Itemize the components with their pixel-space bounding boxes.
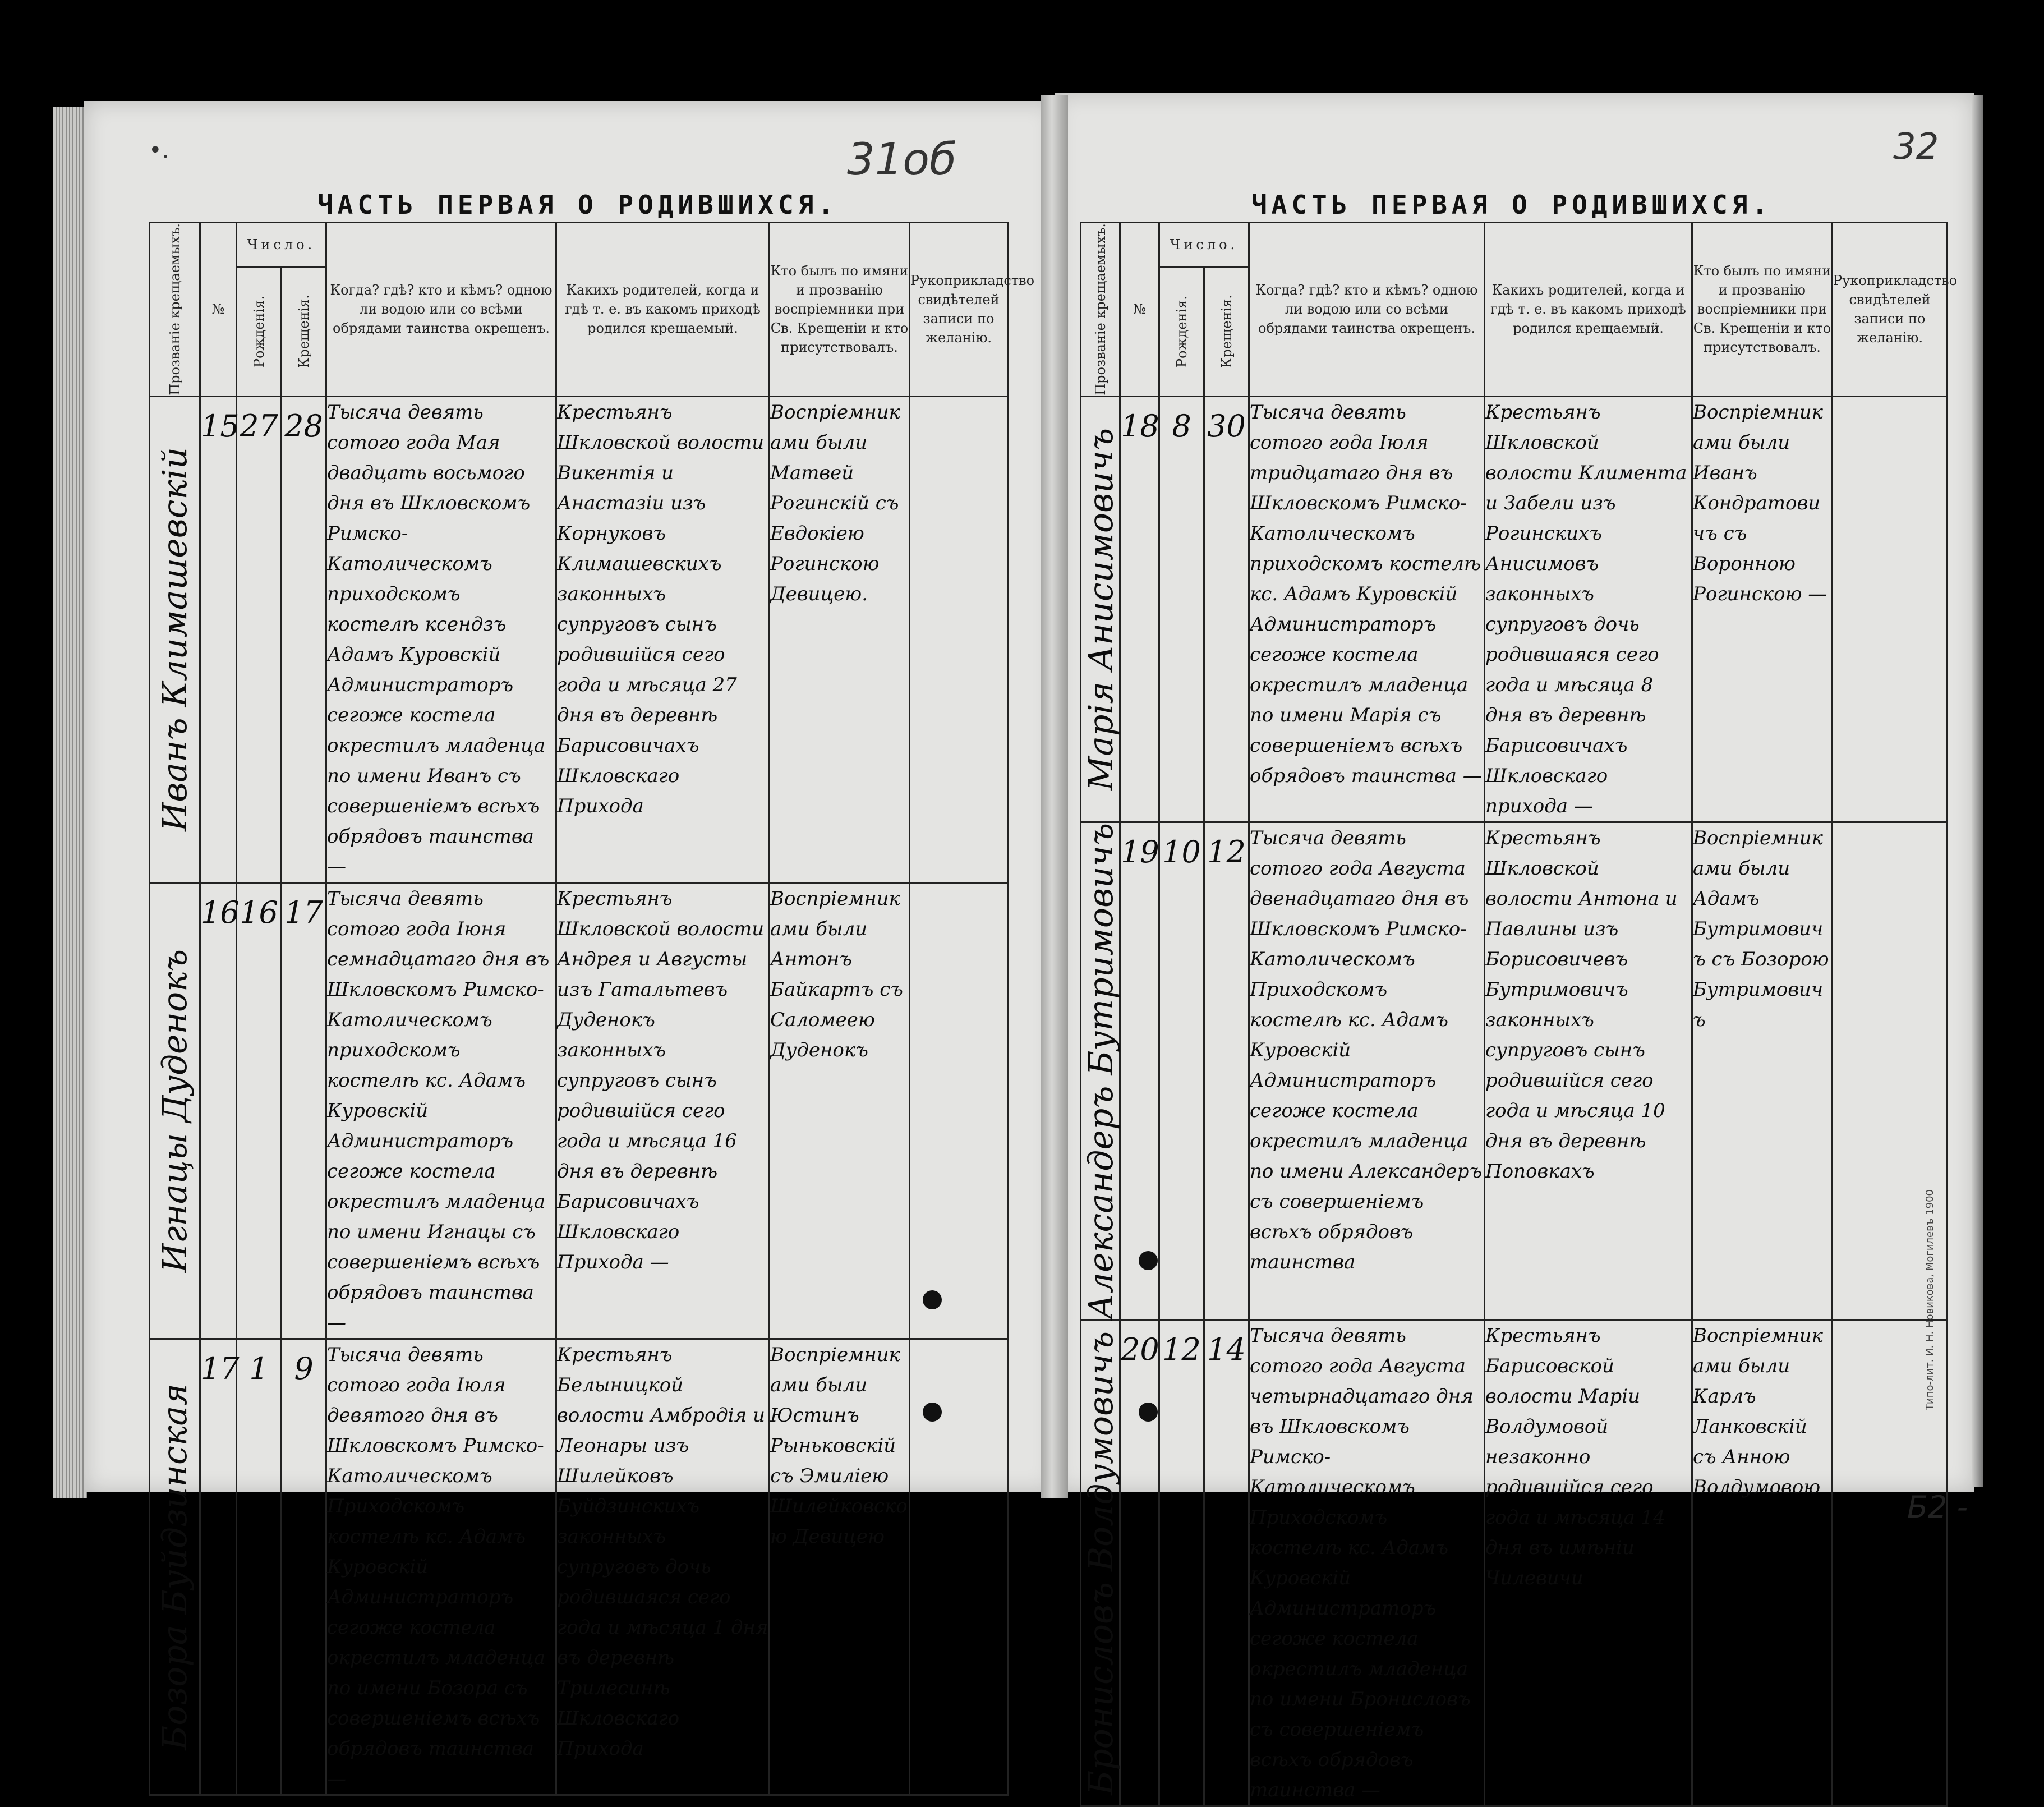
left-page-title: ЧАСТЬ ПЕРВАЯ О РОДИВШИХСЯ. bbox=[317, 190, 839, 220]
header-date: Число. bbox=[237, 223, 326, 267]
baptism-record: Тысяча девять сотого года Августа двенадцатаго дня въ Шкловскомъ Римско-Католическомъ Приходскомъ костелѣ кс. Адамъ Куровскій Администраторъ сегоже костела окрестилъ младенца по имени Александеръ съ совершеніемъ всѣхъ обрядовъ таинства bbox=[1249, 822, 1485, 1319]
child-name-cell: Александеръ Бутримовичъ bbox=[1081, 822, 1121, 1319]
header-godparents: Кто былъ по имяни и прозванію воспріемники при Св. Крещеніи и кто присутствовалъ. bbox=[770, 223, 910, 397]
page-edges bbox=[53, 107, 87, 1498]
header-name: Прозваніе крещаемыхъ. bbox=[1081, 223, 1120, 397]
table-row bbox=[1081, 822, 1948, 1319]
godparents-record: Воспріемниками были Матвей Рогинскій съ Евдокіею Рогинскою Девицею. bbox=[770, 396, 910, 882]
binding-hole bbox=[923, 1290, 942, 1309]
child-name-cell: Игнацы Дуденокъ bbox=[150, 882, 200, 1339]
baptism-day: 12 bbox=[1204, 822, 1249, 1319]
right-page-edge bbox=[1972, 95, 1983, 1487]
header-baptism: Крещенія. bbox=[282, 267, 326, 396]
child-name-cell: Бозора Буйдзинская bbox=[150, 1339, 200, 1795]
godparents-record: Воспріемниками были Адамъ Бутримовичъ съ Бозорою Бутримовичъ bbox=[1692, 822, 1833, 1319]
binding-hole bbox=[1139, 1403, 1158, 1422]
parents-record: Крестьянъ Шкловской волости Антона и Павлины изъ Борисовичевъ Бутримовичъ законныхъ супруговъ сынъ родившійся сего года и мѣсяца 10 дня въ деревнѣ Поповкахъ bbox=[1485, 822, 1692, 1319]
witness-signatures bbox=[910, 396, 1008, 882]
header-when-where: Когда? гдѣ? кто и кѣмъ? одною ли водою или со всѣми обрядами таинства окрещенъ. bbox=[326, 223, 556, 397]
printer-imprint: Типо-лит. И. Н. Новикова, Могилевъ 1900 bbox=[1924, 1189, 1936, 1410]
header-birth: Рожденія. bbox=[1159, 267, 1204, 396]
table-row bbox=[150, 1339, 1008, 1795]
binding-hole bbox=[1139, 1251, 1158, 1270]
birth-day: 10 bbox=[1159, 822, 1204, 1319]
archive-folio-number: 31об bbox=[847, 135, 957, 185]
table-row bbox=[150, 396, 1008, 882]
header-name: Прозваніе крещаемыхъ. bbox=[150, 223, 200, 397]
baptism-record: Тысяча девять сотого года Іюля девятого дня въ Шкловскомъ Римско-Католическомъ Приходскомъ костелѣ кс. Адамъ Куровскій Администраторъ сегоже костела окрестилъ младенца по имени Бозора съ совершеніемъ всѣхъ обрядовъ таинства — bbox=[326, 1339, 556, 1795]
header-date: Число. bbox=[1159, 223, 1249, 267]
baptism-record: Тысяча девять сотого года Августа четырнадцатаго дня въ Шкловскомъ Римско-Католическомъ Приходскомъ костелѣ кс. Адамъ Куровскій Администраторъ сегоже костела окрестилъ младенца по имени Бронисловъ съ совершеніемъ всѣхъ обрядовъ таинства — bbox=[1249, 1320, 1485, 1806]
binding-hole bbox=[923, 1403, 942, 1422]
header-parents: Какихъ родителей, когда и гдѣ т. е. въ какомъ приходѣ родился крещаемый. bbox=[556, 223, 770, 397]
header-when-where: Когда? гдѣ? кто и кѣмъ? одною ли водою или со всѣми обрядами таинства окрещенъ. bbox=[1249, 223, 1485, 397]
header-signatures: Рукоприкладство свидѣтелей записи по желанію. bbox=[910, 223, 1008, 397]
corner-mark: •. bbox=[149, 137, 169, 163]
entry-number: 16 bbox=[200, 882, 237, 1339]
child-name-cell: Бронисловъ Волдумовичъ bbox=[1081, 1320, 1120, 1806]
godparents-record: Воспріемниками были Иванъ Кондратовичъ съ Воронною Рогинскою — bbox=[1692, 396, 1833, 822]
book-spine bbox=[1041, 95, 1068, 1498]
entry-number: 18 bbox=[1120, 396, 1159, 822]
baptism-day: 28 bbox=[282, 396, 326, 882]
witness-signatures bbox=[1833, 396, 1948, 822]
birth-day: 1 bbox=[237, 1339, 282, 1795]
header-baptism: Крещенія. bbox=[1204, 267, 1249, 396]
folio-mark: Б2 - bbox=[1907, 1489, 1968, 1525]
baptism-record: Тысяча девять сотого года Іюня семнадцатаго дня въ Шкловскомъ Римско-Католическомъ приходскомъ костелѣ кс. Адамъ Куровскій Администраторъ сегоже костела окрестилъ младенца по имени Игнацы съ совершеніемъ всѣхъ обрядовъ таинства — bbox=[326, 882, 556, 1339]
right-register-table bbox=[1080, 222, 1958, 1807]
entry-number: 19 bbox=[1120, 822, 1159, 1319]
right-page-title: ЧАСТЬ ПЕРВАЯ О РОДИВШИХСЯ. bbox=[1251, 190, 1773, 220]
header-birth: Рожденія. bbox=[237, 267, 282, 396]
child-name-cell: Иванъ Климашевскій bbox=[150, 396, 200, 882]
godparents-record: Воспріемниками были Карлъ Ланковскій съ Анною Волдумовою bbox=[1692, 1320, 1833, 1806]
left-register-table bbox=[149, 222, 1035, 1796]
table-row bbox=[1081, 1320, 1948, 1806]
birth-day: 12 bbox=[1159, 1320, 1204, 1806]
header-number: № bbox=[200, 223, 237, 397]
page-number: 32 bbox=[1893, 126, 1939, 168]
header-number: № bbox=[1120, 223, 1159, 397]
baptism-day: 30 bbox=[1204, 396, 1249, 822]
witness-signatures bbox=[910, 882, 1008, 1339]
birth-day: 16 bbox=[237, 882, 282, 1339]
baptism-day: 9 bbox=[282, 1339, 326, 1795]
baptism-record: Тысяча девять сотого года Іюля тридцатаго дня въ Шкловскомъ Римско-Католическомъ приходскомъ костелѣ кс. Адамъ Куровскій Администраторъ сегоже костела окрестилъ младенца по имени Марія съ совершеніемъ всѣхъ обрядовъ таинства — bbox=[1249, 396, 1485, 822]
parents-record: Крестьянъ Шкловской волости Климента и Забели изъ Рогинскихъ Анисимовъ законныхъ супруговъ дочь родившаяся сего года и мѣсяца 8 дня въ деревнѣ Барисовичахъ Шкловскаго прихода — bbox=[1485, 396, 1692, 822]
baptism-day: 17 bbox=[282, 882, 326, 1339]
baptism-record: Тысяча девять сотого года Мая двадцать восьмого дня въ Шкловскомъ Римско-Католическомъ приходскомъ костелѣ ксендзъ Адамъ Куровскій Администраторъ сегоже костела окрестилъ младенца по имени Иванъ съ совершеніемъ всѣхъ обрядовъ таинства — bbox=[326, 396, 556, 882]
godparents-record: Воспріемниками были Антонъ Байкартъ съ Саломеею Дуденокъ bbox=[770, 882, 910, 1339]
godparents-record: Воспріемниками были Юстинъ Рыньковскій съ Эмиліею Шилейковскою Девицею bbox=[770, 1339, 910, 1795]
entry-number: 17 bbox=[200, 1339, 237, 1795]
table-row bbox=[1081, 396, 1948, 822]
entry-number: 20 bbox=[1120, 1320, 1159, 1806]
header-godparents: Кто былъ по имяни и прозванію воспріемники при Св. Крещеніи и кто присутствовалъ. bbox=[1692, 223, 1833, 397]
entry-number: 15 bbox=[200, 396, 237, 882]
parents-record: Крестьянъ Белыницкой волости Амбродія и Леонары изъ Шилейковъ Буйдзинскихъ законныхъ супруговъ дочь родившаяся сего года и мѣсяца 1 дня въ деревнѣ Трилесинѣ Шкловскаго Прихода bbox=[556, 1339, 770, 1795]
birth-day: 27 bbox=[237, 396, 282, 882]
parents-record: Крестьянъ Шкловской волости Викентія и Анастазіи изъ Корнуковъ Климашевскихъ законныхъ супруговъ сынъ родившійся сего года и мѣсяца 27 дня въ деревнѣ Барисовичахъ Шкловскаго Прихода bbox=[556, 396, 770, 882]
parents-record: Крестьянъ Барисовской волости Маріи Волдумовой незаконно родившійся сего года и мѣсяца 14 дня въ имѣніи Чилевичи bbox=[1485, 1320, 1692, 1806]
child-name-cell: Марія Анисимовичъ bbox=[1081, 396, 1120, 822]
baptism-day: 14 bbox=[1204, 1320, 1249, 1806]
parents-record: Крестьянъ Шкловской волости Андрея и Августы изъ Гатальтевъ Дуденокъ законныхъ супруговъ сынъ родившійся сего года и мѣсяца 16 дня въ деревнѣ Барисовичахъ Шкловскаго Прихода — bbox=[556, 882, 770, 1339]
birth-day: 8 bbox=[1159, 396, 1204, 822]
header-parents: Какихъ родителей, когда и гдѣ т. е. въ какомъ приходѣ родился крещаемый. bbox=[1485, 223, 1692, 397]
table-row bbox=[150, 882, 1008, 1339]
header-signatures: Рукоприкладство свидѣтелей записи по желанію. bbox=[1833, 223, 1948, 397]
